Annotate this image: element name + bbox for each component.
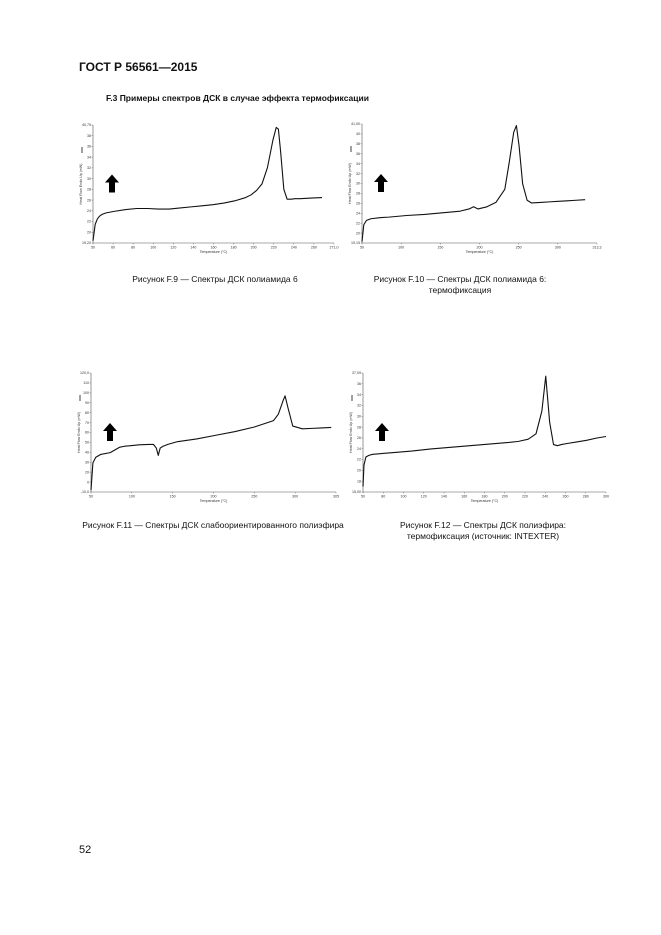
x-tick-label: 200 (210, 494, 217, 499)
x-tick-label: 50 (360, 245, 364, 250)
y-tick-label: 100 (83, 391, 89, 396)
y-tick-label: 24 (87, 209, 91, 214)
y-tick-label: 28 (87, 187, 91, 192)
y-tick-label: 40 (85, 450, 89, 455)
y-tick-label: 0 (87, 480, 89, 485)
y-tick-label: 22 (357, 457, 361, 462)
x-tick-label: 140 (441, 494, 447, 499)
x-tick-label: 50 (361, 494, 365, 499)
y-tick-label: 34 (87, 155, 91, 160)
x-tick-label: 120 (170, 245, 177, 250)
y-tick-label: 90 (85, 400, 89, 405)
y-tick-label: 38 (87, 133, 91, 138)
chart-axes (362, 124, 597, 243)
y-tick-label: 18 (357, 479, 361, 484)
y-tick-label: 36 (356, 151, 360, 156)
x-tick-label: 300 (554, 245, 561, 250)
y-tick-label: 20 (357, 468, 361, 473)
x-tick-label: 50 (89, 494, 93, 499)
x-tick-label: 100 (150, 245, 157, 250)
dsc-curve (362, 126, 585, 242)
x-tick-label: 260 (562, 494, 569, 499)
x-tick-label: 240 (542, 494, 549, 499)
y-axis-title: Heat Flow Endo Up (mW) (349, 412, 353, 453)
y-tick-label: 34 (357, 392, 361, 397)
x-axis-title: Temperature (°C) (465, 250, 494, 254)
page-number: 52 (79, 844, 92, 856)
dsc-chart (77, 369, 342, 509)
x-tick-label: 250 (251, 494, 258, 499)
dsc-curve (93, 127, 322, 240)
x-tick-label: 300 (603, 494, 609, 499)
y-tick-label: 19,20 (82, 241, 91, 246)
x-tick-label: 200 (501, 494, 508, 499)
dsc-chart (79, 119, 339, 259)
chart-axes (93, 125, 334, 243)
y-axis-title: Heat Flow Endo Up (mW) (77, 412, 81, 453)
figure-caption: Рисунок F.12 — Спектры ДСК полиэфира: термофиксация (источник: INTEXTER) (399, 520, 567, 541)
y-tick-label: 32 (87, 166, 91, 171)
y-tick-label: 30 (87, 176, 91, 181)
x-tick-label: 180 (481, 494, 488, 499)
x-tick-label: 50 (91, 245, 95, 250)
x-axis-title: Temperature (°C) (470, 499, 499, 503)
y-tick-label: 34 (356, 161, 360, 166)
y-tick-label: 30 (356, 181, 360, 186)
y-tick-label: 24 (357, 446, 361, 451)
x-tick-label: 180 (230, 245, 237, 250)
endo-up-arrow-icon (103, 423, 117, 441)
y-tick-label: 37,09 (352, 371, 361, 376)
y-tick-label: 24 (356, 211, 360, 216)
y-tick-label: 30 (357, 414, 361, 419)
x-tick-label: 200 (250, 245, 257, 250)
y-tick-label: 30 (85, 460, 89, 465)
y-tick-label: 38 (356, 142, 360, 147)
y-tick-label: 28 (356, 191, 360, 196)
y-tick-label: 28 (357, 425, 361, 430)
y-axis-title: Heat Flow Endo Up (mW) (348, 163, 352, 204)
x-tick-label: 220 (522, 494, 528, 499)
y-tick-label: 50 (85, 440, 89, 445)
x-tick-label: 200 (476, 245, 483, 250)
chart-axes (363, 373, 606, 492)
y-tick-label: 26 (87, 198, 91, 203)
y-tick-label: 40,75 (82, 123, 91, 128)
endo-up-arrow-icon (105, 175, 119, 193)
dsc-curve (91, 396, 331, 490)
y-tick-label: 80 (85, 410, 89, 415)
x-tick-label: 150 (169, 494, 176, 499)
x-tick-label: 160 (461, 494, 468, 499)
y-tick-label: 40 (356, 132, 360, 137)
y-tick-label: 15,00 (352, 490, 361, 495)
figure-caption: Рисунок F.11 — Спектры ДСК слабоориентированного полиэфира (82, 520, 344, 530)
y-tick-label: -10,0 (80, 490, 89, 495)
figure-caption: Рисунок F.9 — Спектры ДСК полиамида 6 (132, 274, 298, 284)
y-tick-label: 32 (356, 171, 360, 176)
x-tick-label: 305 (333, 494, 339, 499)
x-tick-label: 80 (381, 494, 386, 499)
x-tick-label: 280 (582, 494, 589, 499)
chart-axes (91, 373, 336, 492)
x-tick-label: 271,0 (329, 245, 339, 250)
y-tick-label: 120,0 (80, 371, 89, 376)
x-tick-label: 160 (210, 245, 217, 250)
y-tick-label: 110 (83, 381, 89, 386)
y-tick-label: 26 (356, 201, 360, 206)
x-tick-label: 80 (131, 245, 136, 250)
y-tick-label: 60 (85, 430, 89, 435)
y-tick-label: 41,00 (351, 122, 360, 127)
x-axis-title: Temperature (°C) (199, 250, 228, 254)
y-tick-label: 32 (357, 403, 361, 408)
endo-up-arrow-icon (374, 174, 388, 192)
dsc-chart (349, 369, 610, 509)
x-tick-label: 313,3 (592, 245, 602, 250)
section-title: F.3 Примеры спектров ДСК в случае эффекта термофиксации (106, 93, 369, 103)
x-tick-label: 100 (128, 494, 135, 499)
y-tick-label: 22 (87, 219, 91, 224)
dsc-curve (363, 376, 606, 486)
x-tick-label: 120 (420, 494, 427, 499)
x-tick-label: 150 (437, 245, 444, 250)
y-tick-label: 26 (357, 436, 361, 441)
x-tick-label: 140 (190, 245, 197, 250)
y-tick-label: 70 (85, 420, 89, 425)
x-tick-label: 220 (270, 245, 277, 250)
y-tick-label: 20 (356, 231, 360, 236)
x-tick-label: 100 (400, 494, 407, 499)
document-header: ГОСТ Р 56561—2015 (79, 60, 198, 74)
x-tick-label: 300 (292, 494, 299, 499)
y-axis-title: Heat Flow Endo Up (mW) (79, 163, 83, 205)
x-tick-label: 250 (515, 245, 522, 250)
y-tick-label: 19,15 (351, 241, 360, 246)
y-tick-label: 20 (87, 230, 91, 235)
x-tick-label: 100 (398, 245, 405, 250)
x-tick-label: 260 (310, 245, 317, 250)
y-tick-label: 20 (85, 470, 89, 475)
endo-up-arrow-icon (375, 423, 389, 441)
x-tick-label: 240 (290, 245, 297, 250)
figure-caption: Рисунок F.10 — Спектры ДСК полиамида 6: термофиксация (373, 274, 547, 295)
y-tick-label: 22 (356, 221, 360, 226)
y-tick-label: 36 (357, 382, 361, 387)
y-tick-label: 36 (87, 144, 91, 149)
x-tick-label: 60 (111, 245, 116, 250)
dsc-chart (348, 119, 603, 259)
x-axis-title: Temperature (°C) (199, 499, 228, 503)
